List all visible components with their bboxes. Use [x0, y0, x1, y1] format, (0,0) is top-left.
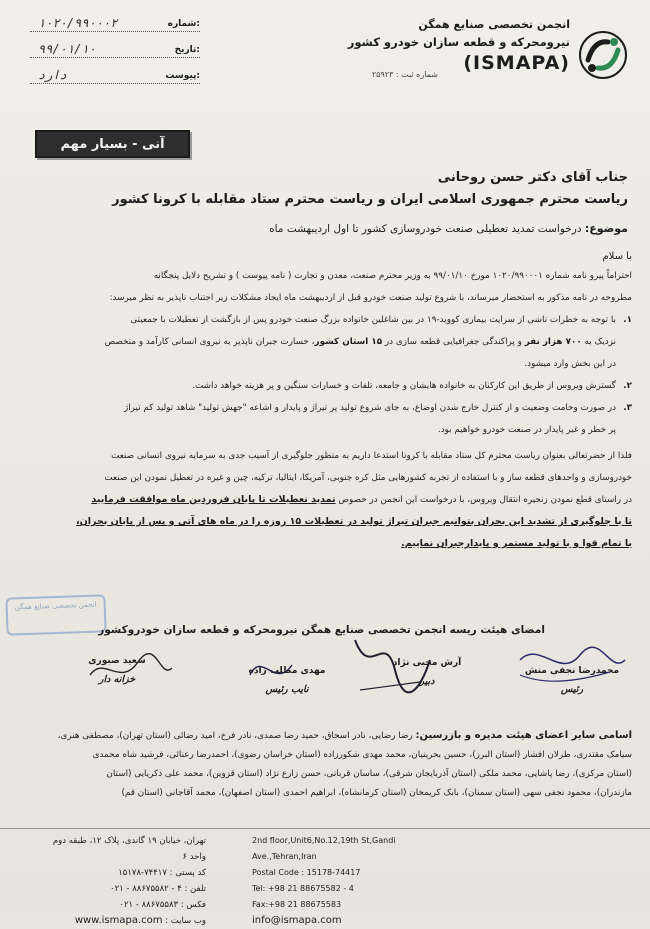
- other-members-text1: رضا رضایی، نادر اسحاق، حمید رضا صمدی، نادر فرخ، امید رضائی (استان تهران)، مصطفی هنری،: [57, 731, 413, 741]
- other-members-line1: [20, 726, 632, 746]
- request-highlight: تمدید تعطیلات تا پایان فروردین ماه موافقت فرمایید: [91, 494, 336, 505]
- other-board-members: [20, 726, 632, 803]
- greeting: با سلام: [602, 251, 632, 262]
- attachment-label: پیوست:: [165, 71, 200, 81]
- signatory-3-name: مهدی مطلب زاده: [248, 666, 326, 676]
- point-1-workforce: ۷۰۰ هزار نفر: [524, 337, 582, 347]
- website-label: وب سایت :: [165, 916, 206, 926]
- signatory-2: [372, 658, 482, 687]
- signatory-4-role: خزانه دار: [98, 674, 136, 685]
- footer-address-en: 2nd floor,Unit6,No.12,19th St,Gandi Ave.,Tehran,Iran: [252, 836, 396, 861]
- request-line3: [20, 490, 632, 510]
- org-name-line2: نیرومحرکه و قطعه سازان خودرو کشور: [347, 35, 570, 49]
- point-3-line2: پر خطر و غیر پایدار در صنعت خودرو خواهیم بود.: [437, 425, 616, 435]
- signatory-2-role: دبیر: [419, 676, 435, 687]
- other-members-line2: سیامک مقتدری، طرلان افشار (استان البرز)، حسین بحرینیان، محمد مهدی شکورزاده (استان خراسان رضوی)، احمدرضا رعنائی، فرشید شاه محمدی: [92, 750, 632, 760]
- signatory-1-name: محمدرضا نجفی منش: [524, 666, 620, 676]
- urgent-badge: آنی - بسیار مهم: [35, 130, 190, 158]
- letter-body: [20, 266, 632, 556]
- footer-website: [36, 913, 206, 929]
- number-label: شماره:: [167, 19, 200, 29]
- organization-stamp: انجمن تخصصی صنایع همگن: [5, 594, 106, 635]
- letter-footer: [0, 828, 650, 926]
- point-3-number: ۳.: [623, 403, 632, 413]
- subject-label: موضوع:: [584, 222, 628, 235]
- footer-email[interactable]: info@ismapa.com: [252, 915, 342, 926]
- org-abbreviation: (ISMAPA): [463, 52, 570, 74]
- date-value: ۹۹/۰۱/۱۰: [38, 42, 96, 56]
- point-1-line1: با توجه به خطرات ناشی از سرایت بیماری کووید-۱۹ در بین شاغلین خانواده بزرگ صنعت خودرو پس از بازگشت از تعطیلات با جمعیتی: [130, 315, 616, 325]
- point-2: [20, 376, 632, 396]
- footer-persian-contact: [36, 833, 206, 929]
- point-1: [20, 310, 632, 374]
- point-1-number: ۱.: [623, 315, 632, 325]
- letter-meta: [30, 10, 200, 88]
- request-line2: خودروسازی و واحدهای قطعه ساز و با استفاده از تجربه کشورهایی مثل کره جنوبی، آمریکا، ایتالیا، ترکیه، چین و غیره در تعطیل نمودن این صنعت: [104, 473, 632, 483]
- point-1-provinces: ۱۵ استان کشور: [314, 337, 383, 347]
- signatory-3-role: نایب رئیس: [265, 684, 309, 695]
- other-members-line4: مازندران)، محمود نجفی سهی (استان سمنان)، بابک کریمخان (استان کرمانشاه)، ابراهیم احمدی (استان اصفهان)، محمد آقاجانی (استان قم): [121, 788, 632, 798]
- meta-date: [30, 36, 200, 58]
- signatory-3: [232, 666, 342, 695]
- signatory-4-name: سعید صبوری: [88, 656, 146, 666]
- footer-fax-fa: فکس : ۸۸۶۷۵۵۸۳ - ۰۲۱: [119, 900, 206, 910]
- point-3-line1: در صورت وخامت وضعیت و از کنترل خارج شدن اوضاع، به جای شروع تولید پر تیراژ و پایدار و اشاعه "جهش تولید" شاهد تولید کم تیراژ: [123, 403, 616, 413]
- salutation-line2: ریاست محترم جمهوری اسلامی ایران و ریاست محترم ستاد مقابله با کرونا کشور: [112, 192, 628, 207]
- intro-line1: احتراماً پیرو نامه شماره ۱۰۲۰/۹۹۰۰۰۱ مورخ ۹۹/۰۱/۱۰ به وزیر محترم صنعت، معدن و تجارت ( نامه پیوست ) و تشریح دلایل پنجگانه: [153, 271, 632, 281]
- point-1-text-c: ، خسارت جبران ناپذیر به نیروی انسانی کارآمد و متخصص: [104, 337, 315, 347]
- website-link[interactable]: www.ismapa.com: [74, 915, 163, 926]
- footer-postal-fa: کد پستی : ۷۴۴۱۷-۱۵۱۷۸: [118, 868, 206, 878]
- board-signatures-title: امضای هیئت ریسه انجمن تخصصی صنایع همگن نیرومحرکه و قطعه سازان خودروکشور: [98, 624, 545, 636]
- org-name-line1: انجمن تخصصی صنایع همگن: [418, 18, 570, 31]
- other-members-line3: (استان مرکزی)، رضا پاشایی، محمد ملکی (استان آذربایجان شرقی)، ساسان قربانی، حسن زارع نژاد (استان قزوین)، محمد علی ذکریایی (استان: [106, 769, 632, 779]
- footer-address-fa: تهران، خیابان ۱۹ گاندی، پلاک ۱۲، طبقه دوم واحد ۶: [52, 836, 206, 862]
- point-2-number: ۲.: [623, 381, 632, 391]
- footer-tel-fa: تلفن : ۴ - ۸۸۶۷۵۵۸۲ - ۰۲۱: [110, 884, 206, 894]
- footer-english-contact: [252, 833, 452, 929]
- subject-text: درخواست تمدید تعطیلی صنعت خودروسازی کشور تا اول اردیبهشت ماه: [269, 223, 582, 235]
- point-1-text-b: و پراکندگی جغرافیایی قطعه سازی در: [384, 337, 522, 347]
- footer-tel-en: Tel: +98 21 88675582 - 4: [252, 884, 354, 893]
- point-1-line3: در این بخش وارد میشود.: [524, 359, 616, 369]
- other-members-lead: اسامی سایر اعضای هیئت مدیره و بازرسین:: [415, 730, 632, 741]
- footer-fax-en: Fax:+98 21 88675583: [252, 900, 342, 909]
- signatory-1: [512, 666, 632, 695]
- meta-attachment: [30, 62, 200, 84]
- request-line1: فلذا از حضرتعالی بعنوان ریاست محترم کل ستاد مقابله با کرونا استدعا داریم به منظور جلوگیری از آسیب جدی به سرمایه نیروی انسانی صنعت: [111, 451, 632, 461]
- signatory-2-name: آرش محبی نژاد: [392, 658, 462, 668]
- footer-postal-en: Postal Code : 15178-74417: [252, 868, 361, 877]
- meta-number: [30, 10, 200, 32]
- registration-number: شماره ثبت : ۲۵۹۲۳: [371, 70, 438, 79]
- point-2-text: گسترش ویروس از طریق این کارکنان به خانواده هایشان و جامعه، تلفات و خسارات سنگین و پر هزینه خواهد داشت.: [192, 381, 616, 391]
- point-1-text-a: نزدیک به: [584, 337, 616, 347]
- signatory-4: [62, 656, 172, 685]
- letterhead: [347, 8, 628, 86]
- subject-line: [269, 222, 628, 235]
- point-1-line2: [20, 332, 616, 352]
- request-text: در راستای قطع نمودن زنجیره انتقال ویروس، با درخواست این انجمن در خصوص: [338, 495, 632, 505]
- salutation-line1: جناب آقای دکتر حسن روحانی: [437, 170, 628, 185]
- request-line5: با تمام قوا و با تولید مستمر و پایدارجبران نماییم.: [401, 538, 632, 549]
- request-line4: تا با جلوگیری از تشدید این بحران بتوانیم جبران تیراژ تولید در تعطیلات ۱۵ روزه را در ماه های آتی و پس از پایان بحران،: [76, 516, 632, 527]
- attachment-value: دارد: [38, 68, 67, 82]
- date-label: تاریخ:: [174, 45, 200, 55]
- signatory-1-role: رئیس: [560, 684, 584, 695]
- number-value: ۱۰۲۰/۹۹۰۰۰۲: [38, 16, 118, 30]
- ismapa-logo-icon: [578, 30, 628, 80]
- point-3: [20, 398, 632, 440]
- intro-line2: مطروحه در نامه مذکور به استحضار میرساند، با شروع تولید صنعت خودرو قبل از اردیبهشت ماه ایجاد مشکلات زیر اجتناب ناپذیر به نظر میرسد:: [109, 293, 632, 303]
